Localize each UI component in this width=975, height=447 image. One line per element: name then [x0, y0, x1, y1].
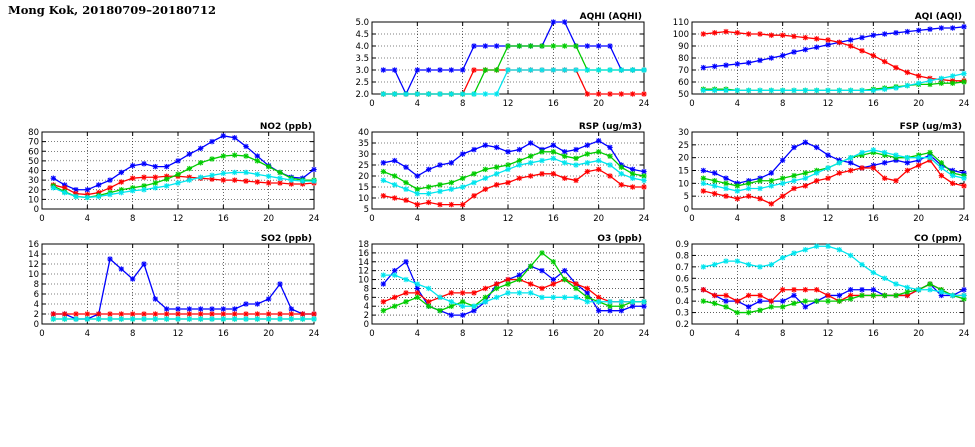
svg-text:4: 4 [414, 329, 421, 339]
plot-aqhi [340, 10, 650, 110]
svg-text:0.5: 0.5 [675, 285, 689, 296]
svg-text:16: 16 [867, 329, 879, 339]
svg-text:4: 4 [734, 99, 741, 109]
svg-text:50: 50 [678, 90, 689, 100]
chart-co [660, 232, 970, 340]
svg-text:16: 16 [547, 214, 559, 224]
svg-text:8: 8 [363, 284, 369, 295]
svg-text:0: 0 [369, 329, 375, 339]
svg-text:40: 40 [358, 128, 369, 138]
svg-text:30: 30 [678, 128, 689, 138]
gridlines [372, 22, 644, 94]
svg-text:8: 8 [129, 214, 136, 224]
svg-text:20: 20 [593, 329, 605, 339]
svg-text:0.4: 0.4 [675, 297, 689, 308]
svg-text:20: 20 [593, 99, 605, 109]
svg-text:5.0: 5.0 [355, 18, 369, 28]
svg-text:0: 0 [39, 214, 45, 224]
series-d2 [383, 280, 644, 302]
svg-text:70: 70 [28, 137, 39, 148]
svg-text:16: 16 [217, 214, 229, 224]
svg-text:4.5: 4.5 [355, 30, 369, 40]
svg-text:2.5: 2.5 [355, 78, 369, 88]
svg-text:0.9: 0.9 [675, 240, 689, 250]
svg-text:25: 25 [358, 161, 369, 171]
svg-text:0: 0 [689, 329, 695, 339]
svg-text:0.8: 0.8 [675, 251, 689, 262]
svg-text:4: 4 [84, 329, 91, 339]
svg-text:8: 8 [779, 214, 786, 224]
svg-text:14: 14 [358, 257, 369, 268]
svg-text:90: 90 [678, 42, 689, 52]
svg-text:20: 20 [358, 172, 369, 182]
svg-text:12: 12 [502, 329, 514, 339]
svg-text:8: 8 [459, 99, 466, 109]
svg-text:8: 8 [33, 280, 39, 290]
chart-title: NO2 (ppb) [259, 122, 312, 132]
plot-so2 [10, 232, 320, 340]
svg-text:0: 0 [689, 99, 695, 109]
svg-text:2.0: 2.0 [355, 90, 369, 100]
svg-text:12: 12 [172, 329, 184, 339]
svg-text:4.0: 4.0 [355, 42, 369, 52]
svg-text:70: 70 [678, 66, 689, 76]
axis-ticks [673, 18, 970, 109]
axis-ticks [355, 18, 649, 109]
plot-no2 [10, 120, 320, 225]
chart-title: RSP (ug/m3) [578, 122, 642, 132]
chart-title: AQHI (AQHI) [579, 12, 642, 22]
svg-text:15: 15 [678, 166, 689, 177]
svg-text:35: 35 [358, 139, 369, 149]
svg-text:0: 0 [39, 329, 45, 339]
svg-text:24: 24 [308, 214, 320, 224]
series-d1 [703, 284, 964, 307]
svg-text:12: 12 [28, 260, 39, 270]
svg-text:10: 10 [28, 270, 39, 280]
svg-text:8: 8 [779, 329, 786, 339]
svg-text:0: 0 [369, 214, 375, 224]
svg-text:100: 100 [672, 30, 689, 40]
svg-text:4: 4 [734, 214, 741, 224]
svg-text:8: 8 [779, 99, 786, 109]
svg-text:4: 4 [363, 302, 369, 313]
chart-title: CO (ppm) [914, 234, 962, 244]
svg-text:4: 4 [33, 300, 39, 310]
svg-text:60: 60 [28, 147, 39, 158]
svg-text:30: 30 [358, 150, 369, 160]
series-d3 [703, 82, 964, 90]
chart-rsp [340, 120, 650, 225]
series-d2 [53, 176, 314, 194]
svg-text:0.2: 0.2 [675, 320, 689, 330]
svg-text:10: 10 [28, 195, 39, 206]
svg-text:80: 80 [28, 128, 39, 138]
svg-text:0: 0 [363, 320, 369, 330]
chart-title: O3 (ppb) [597, 234, 642, 244]
svg-text:0: 0 [33, 320, 39, 330]
svg-text:12: 12 [358, 266, 369, 277]
svg-text:24: 24 [638, 329, 650, 339]
svg-text:8: 8 [459, 329, 466, 339]
svg-text:5: 5 [683, 192, 689, 203]
svg-text:0: 0 [369, 99, 375, 109]
plot-co [660, 232, 970, 340]
svg-text:8: 8 [129, 329, 136, 339]
axis-ticks [358, 128, 649, 224]
svg-text:30: 30 [28, 176, 39, 187]
svg-text:16: 16 [867, 214, 879, 224]
chart-title: SO2 (ppb) [260, 234, 312, 244]
svg-text:12: 12 [822, 329, 834, 339]
series-d3 [383, 152, 644, 189]
svg-text:20: 20 [263, 214, 275, 224]
svg-text:40: 40 [28, 166, 39, 177]
svg-text:20: 20 [593, 214, 605, 224]
svg-text:25: 25 [678, 140, 689, 151]
svg-text:4: 4 [414, 99, 421, 109]
series-d4 [703, 246, 964, 295]
svg-text:10: 10 [678, 179, 689, 190]
svg-text:20: 20 [913, 99, 925, 109]
svg-text:6: 6 [33, 290, 39, 300]
svg-text:20: 20 [28, 185, 39, 196]
chart-aqi [660, 10, 970, 110]
page-title: Mong Kok, 20180709–20180712 [8, 3, 216, 17]
svg-text:16: 16 [217, 329, 229, 339]
series-d1 [383, 141, 644, 176]
svg-text:24: 24 [638, 214, 650, 224]
svg-text:0.6: 0.6 [675, 274, 689, 285]
svg-text:4: 4 [84, 214, 91, 224]
svg-text:0.7: 0.7 [675, 262, 689, 273]
svg-text:50: 50 [28, 156, 39, 167]
svg-text:14: 14 [28, 250, 39, 260]
chart-o3 [340, 232, 650, 340]
svg-text:60: 60 [678, 78, 689, 88]
svg-text:10: 10 [358, 194, 369, 204]
svg-text:24: 24 [958, 99, 970, 109]
svg-text:5: 5 [363, 205, 369, 215]
plot-aqi [660, 10, 970, 110]
svg-text:0: 0 [689, 214, 695, 224]
svg-text:4: 4 [414, 214, 421, 224]
svg-text:16: 16 [28, 240, 39, 250]
svg-text:12: 12 [822, 99, 834, 109]
svg-text:24: 24 [958, 214, 970, 224]
chart-so2 [10, 232, 320, 340]
plot-o3 [340, 232, 650, 340]
chart-title: FSP (ug/m3) [899, 122, 962, 132]
svg-text:0: 0 [683, 205, 689, 215]
svg-text:4: 4 [734, 329, 741, 339]
chart-no2 [10, 120, 320, 225]
svg-text:2: 2 [363, 311, 369, 322]
svg-text:110: 110 [672, 18, 689, 28]
svg-text:0: 0 [33, 205, 39, 215]
svg-text:18: 18 [358, 240, 369, 250]
gridlines [692, 244, 964, 324]
svg-text:12: 12 [502, 214, 514, 224]
svg-text:24: 24 [308, 329, 320, 339]
chart-title: AQI (AQI) [914, 12, 962, 22]
svg-text:24: 24 [958, 329, 970, 339]
svg-text:10: 10 [358, 275, 369, 286]
svg-text:12: 12 [822, 214, 834, 224]
svg-text:24: 24 [638, 99, 650, 109]
svg-text:3.0: 3.0 [355, 66, 369, 76]
svg-text:16: 16 [358, 248, 369, 259]
svg-text:15: 15 [358, 183, 369, 193]
svg-text:8: 8 [459, 214, 466, 224]
plot-fsp [660, 120, 970, 225]
svg-text:16: 16 [867, 99, 879, 109]
svg-text:6: 6 [363, 293, 369, 304]
svg-text:2: 2 [33, 310, 39, 320]
svg-text:20: 20 [678, 153, 689, 164]
svg-text:20: 20 [913, 214, 925, 224]
series-d2 [703, 32, 964, 81]
svg-text:12: 12 [502, 99, 514, 109]
svg-text:20: 20 [913, 329, 925, 339]
svg-text:12: 12 [172, 214, 184, 224]
svg-text:0.3: 0.3 [675, 308, 689, 319]
svg-text:16: 16 [547, 99, 559, 109]
svg-text:3.5: 3.5 [355, 54, 369, 64]
chart-aqhi [340, 10, 650, 110]
svg-text:16: 16 [547, 329, 559, 339]
svg-text:80: 80 [678, 54, 689, 64]
plot-rsp [340, 120, 650, 225]
series-d1 [53, 259, 314, 319]
svg-text:20: 20 [263, 329, 275, 339]
chart-fsp [660, 120, 970, 225]
